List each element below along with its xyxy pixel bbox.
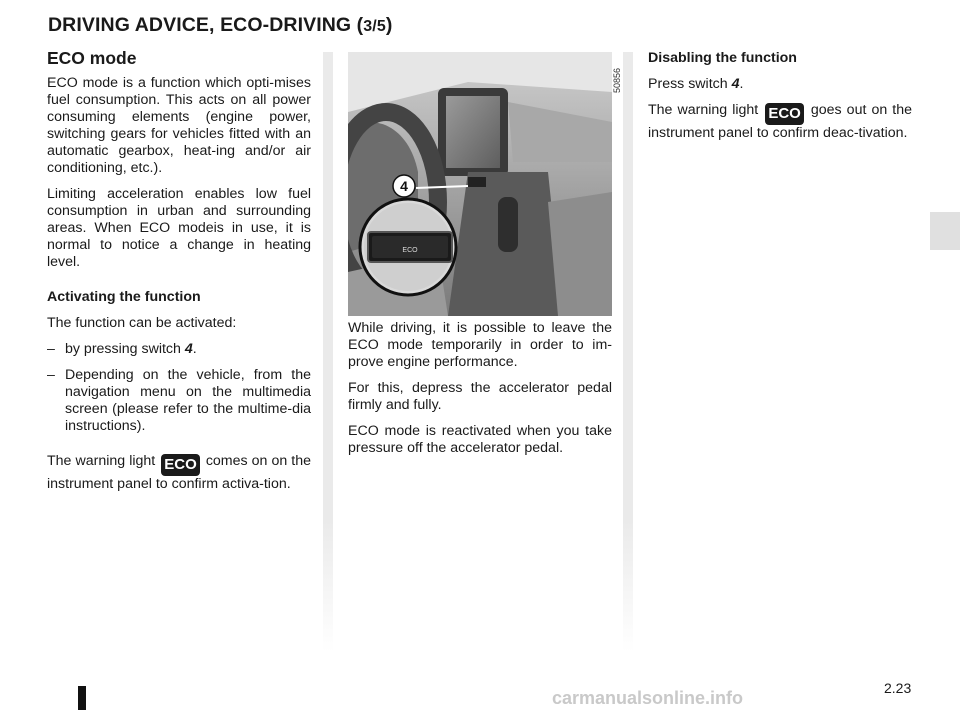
column-separator-right	[623, 52, 633, 652]
eco-switch-photo	[348, 52, 612, 316]
paragraph-warning-on: The warning light ECO comes on on the instrument panel to confirm activa-tion.	[47, 453, 311, 492]
paragraph-eco-definition: ECO mode is a function which opti-mises fuel consumption. This acts on all power consuming elements (engine power, switching gears for vehicles fitted with an automatic gearbox, heat-ing and/or air conditioning, etc.).	[47, 75, 311, 176]
paragraph-warning-off: The warning light ECO goes out on the instrument panel to confirm deac-tivation.	[648, 102, 913, 141]
page-title: DRIVING ADVICE, ECO-DRIVING (3/5)	[48, 14, 393, 36]
middle-column	[348, 320, 612, 466]
subheading-activating: Activating the function	[47, 289, 201, 305]
figure-reference: 50856	[612, 67, 622, 93]
watermark: carmanualsonline.info	[552, 688, 744, 708]
right-column	[648, 50, 912, 151]
list-item: – Depending on the vehicle, from the navigation menu on the multimedia screen (please refer to the multime-dia instructions).	[47, 367, 311, 434]
eco-warning-light-icon: ECO	[161, 454, 200, 476]
section-heading: ECO mode	[47, 48, 137, 68]
paragraph-press-switch: Press switch 4.	[648, 76, 744, 92]
subheading-disabling: Disabling the function	[648, 50, 797, 66]
callout-number: 4	[400, 178, 408, 194]
page-number: 2.23	[884, 680, 912, 696]
paragraph-acceleration: Limiting acceleration enables low fuel consumption in urban and surrounding areas. When ECO modeis in use, it is normal to notice a change in heating level.	[47, 186, 311, 270]
page-marker-bar	[78, 686, 86, 710]
chapter-tab	[930, 212, 960, 250]
paragraph-leave-eco: While driving, it is possible to leave the ECO mode temporarily in order to im-prove engine performance.	[348, 320, 612, 370]
left-column	[47, 50, 311, 502]
eco-warning-light-icon: ECO	[765, 103, 804, 125]
list-item: – by pressing switch 4.	[47, 341, 197, 357]
paragraph-activation-intro: The function can be activated:	[47, 315, 237, 331]
paragraph-depress-pedal: For this, depress the accelerator pedal firmly and fully.	[348, 380, 612, 413]
paragraph-reactivate: ECO mode is reactivated when you take pressure off the accelerator pedal.	[348, 423, 612, 456]
eco-switch-label: ECO	[402, 247, 418, 254]
column-separator-left	[323, 52, 333, 652]
